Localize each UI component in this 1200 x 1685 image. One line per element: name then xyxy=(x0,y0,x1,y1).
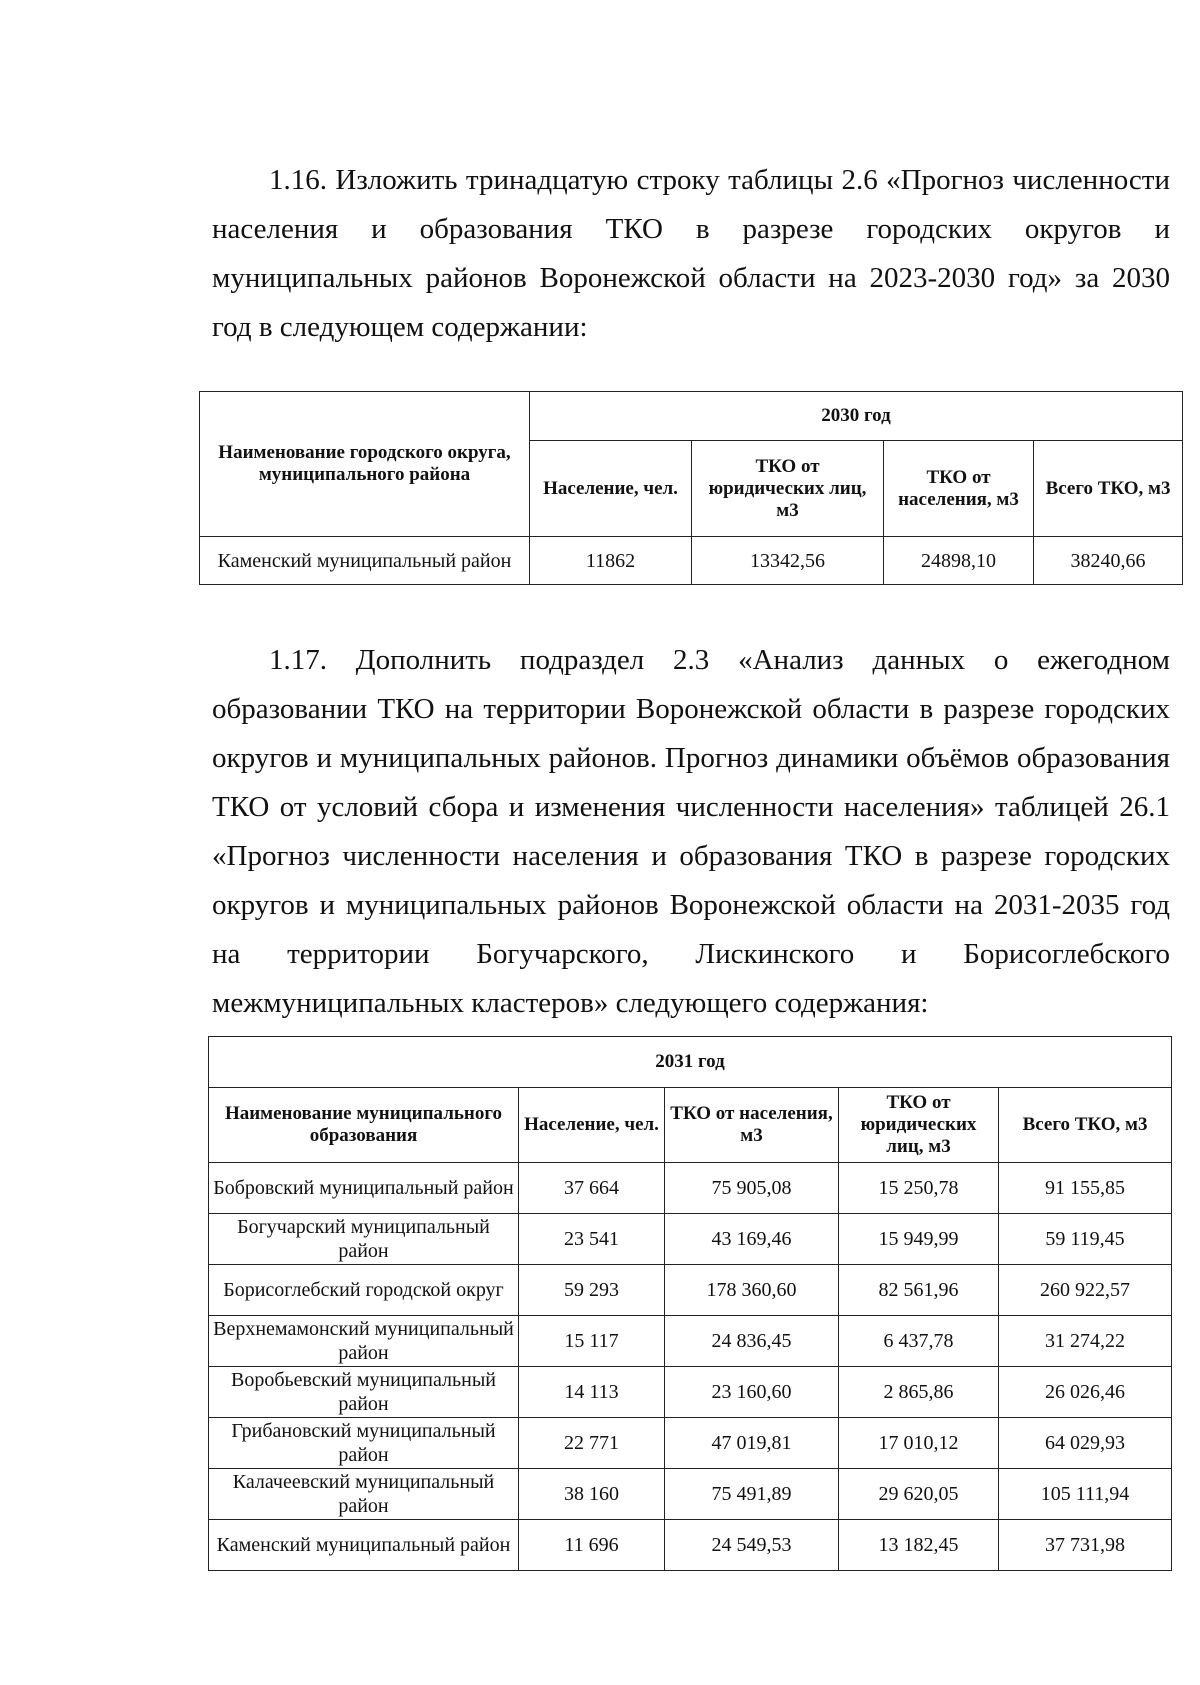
cell-legal: 17 010,12 xyxy=(839,1418,999,1469)
header-name: Наименование муниципального образования xyxy=(209,1088,519,1163)
cell-total: 37 731,98 xyxy=(999,1520,1172,1571)
cell-legal: 29 620,05 xyxy=(839,1469,999,1520)
cell-residents: 75 491,89 xyxy=(665,1469,839,1520)
cell-total: 64 029,93 xyxy=(999,1418,1172,1469)
cell-population: 15 117 xyxy=(519,1316,665,1367)
header-legal: ТКО от юридических лиц, м3 xyxy=(839,1088,999,1163)
cell-population: 11862 xyxy=(530,537,692,585)
paragraph-1-16 xyxy=(212,156,1170,352)
header-total: Всего ТКО, м3 xyxy=(1034,441,1183,537)
header-year: 2030 год xyxy=(530,392,1183,441)
cell-population: 23 541 xyxy=(519,1214,665,1265)
table-row xyxy=(209,1163,1172,1214)
table-row xyxy=(209,1469,1172,1520)
paragraph-1-17 xyxy=(212,636,1170,1028)
cell-total: 31 274,22 xyxy=(999,1316,1172,1367)
cell-residents: 47 019,81 xyxy=(665,1418,839,1469)
table-row xyxy=(209,1520,1172,1571)
table-row xyxy=(209,1367,1172,1418)
cell-residents: 178 360,60 xyxy=(665,1265,839,1316)
cell-name: Борисоглебский городской округ xyxy=(209,1265,519,1316)
cell-population: 37 664 xyxy=(519,1163,665,1214)
cell-legal: 82 561,96 xyxy=(839,1265,999,1316)
cell-legal: 15 949,99 xyxy=(839,1214,999,1265)
cell-name: Воробьевский муниципальный район xyxy=(209,1367,519,1418)
table-row xyxy=(209,1214,1172,1265)
cell-name: Грибановский муниципальный район xyxy=(209,1418,519,1469)
paragraph-1-16-text: 1.16. Изложить тринадцатую строку таблицы 2.6 «Прогноз численности населения и образования ТКО в разрезе городских округов и муниципальных районов Воронежской области на 2023-2030 год» за 2030 год в следующем содержании: xyxy=(212,164,1170,343)
cell-total: 26 026,46 xyxy=(999,1367,1172,1418)
cell-legal: 2 865,86 xyxy=(839,1367,999,1418)
table-row xyxy=(200,537,1183,585)
cell-population: 14 113 xyxy=(519,1367,665,1418)
table-row xyxy=(209,1265,1172,1316)
cell-name: Богучарский муниципальный район xyxy=(209,1214,519,1265)
cell-name: Калачеевский муниципальный район xyxy=(209,1469,519,1520)
cell-legal: 13 182,45 xyxy=(839,1520,999,1571)
header-population: Население, чел. xyxy=(519,1088,665,1163)
cell-population: 11 696 xyxy=(519,1520,665,1571)
header-year: 2031 год xyxy=(209,1037,1172,1088)
cell-legal: 15 250,78 xyxy=(839,1163,999,1214)
cell-residents: 24898,10 xyxy=(884,537,1034,585)
header-residents: ТКО от населения, м3 xyxy=(884,441,1034,537)
cell-legal: 13342,56 xyxy=(692,537,884,585)
cell-total: 91 155,85 xyxy=(999,1163,1172,1214)
table-2031-body xyxy=(209,1163,1172,1571)
cell-total: 59 119,45 xyxy=(999,1214,1172,1265)
cell-total: 105 111,94 xyxy=(999,1469,1172,1520)
cell-residents: 43 169,46 xyxy=(665,1214,839,1265)
cell-residents: 23 160,60 xyxy=(665,1367,839,1418)
cell-total: 38240,66 xyxy=(1034,537,1183,585)
cell-name: Каменский муниципальный район xyxy=(209,1520,519,1571)
header-legal: ТКО от юридических лиц, м3 xyxy=(692,441,884,537)
cell-residents: 75 905,08 xyxy=(665,1163,839,1214)
cell-name: Каменский муниципальный район xyxy=(200,537,530,585)
cell-population: 22 771 xyxy=(519,1418,665,1469)
paragraph-1-17-text: 1.17. Дополнить подраздел 2.3 «Анализ данных о ежегодном образовании ТКО на территории Воронежской области в разрезе городских округов и муниципальных районов. Прогноз динамики объёмов образования ТКО от условий сбора и изменения численности населения» таблицей 26.1 «Прогноз численности населения и образования ТКО в разрезе городских округов и муниципальных районов Воронежской области на 2031-2035 год на территории Богучарского, Лискинского и Борисоглебского межмуниципальных кластеров» следующего содержания: xyxy=(212,644,1170,1019)
table-row xyxy=(209,1316,1172,1367)
header-total: Всего ТКО, м3 xyxy=(999,1088,1172,1163)
header-residents: ТКО от населения, м3 xyxy=(665,1088,839,1163)
cell-residents: 24 549,53 xyxy=(665,1520,839,1571)
table-2030 xyxy=(199,391,1183,585)
cell-population: 38 160 xyxy=(519,1469,665,1520)
cell-name: Верхнемамонский муниципальный район xyxy=(209,1316,519,1367)
table-2031 xyxy=(208,1036,1172,1571)
header-population: Население, чел. xyxy=(530,441,692,537)
cell-total: 260 922,57 xyxy=(999,1265,1172,1316)
cell-name: Бобровский муниципальный район xyxy=(209,1163,519,1214)
header-name: Наименование городского округа, муниципального района xyxy=(200,392,530,537)
cell-population: 59 293 xyxy=(519,1265,665,1316)
table-2030-body xyxy=(200,537,1183,585)
table-row xyxy=(209,1418,1172,1469)
cell-legal: 6 437,78 xyxy=(839,1316,999,1367)
cell-residents: 24 836,45 xyxy=(665,1316,839,1367)
